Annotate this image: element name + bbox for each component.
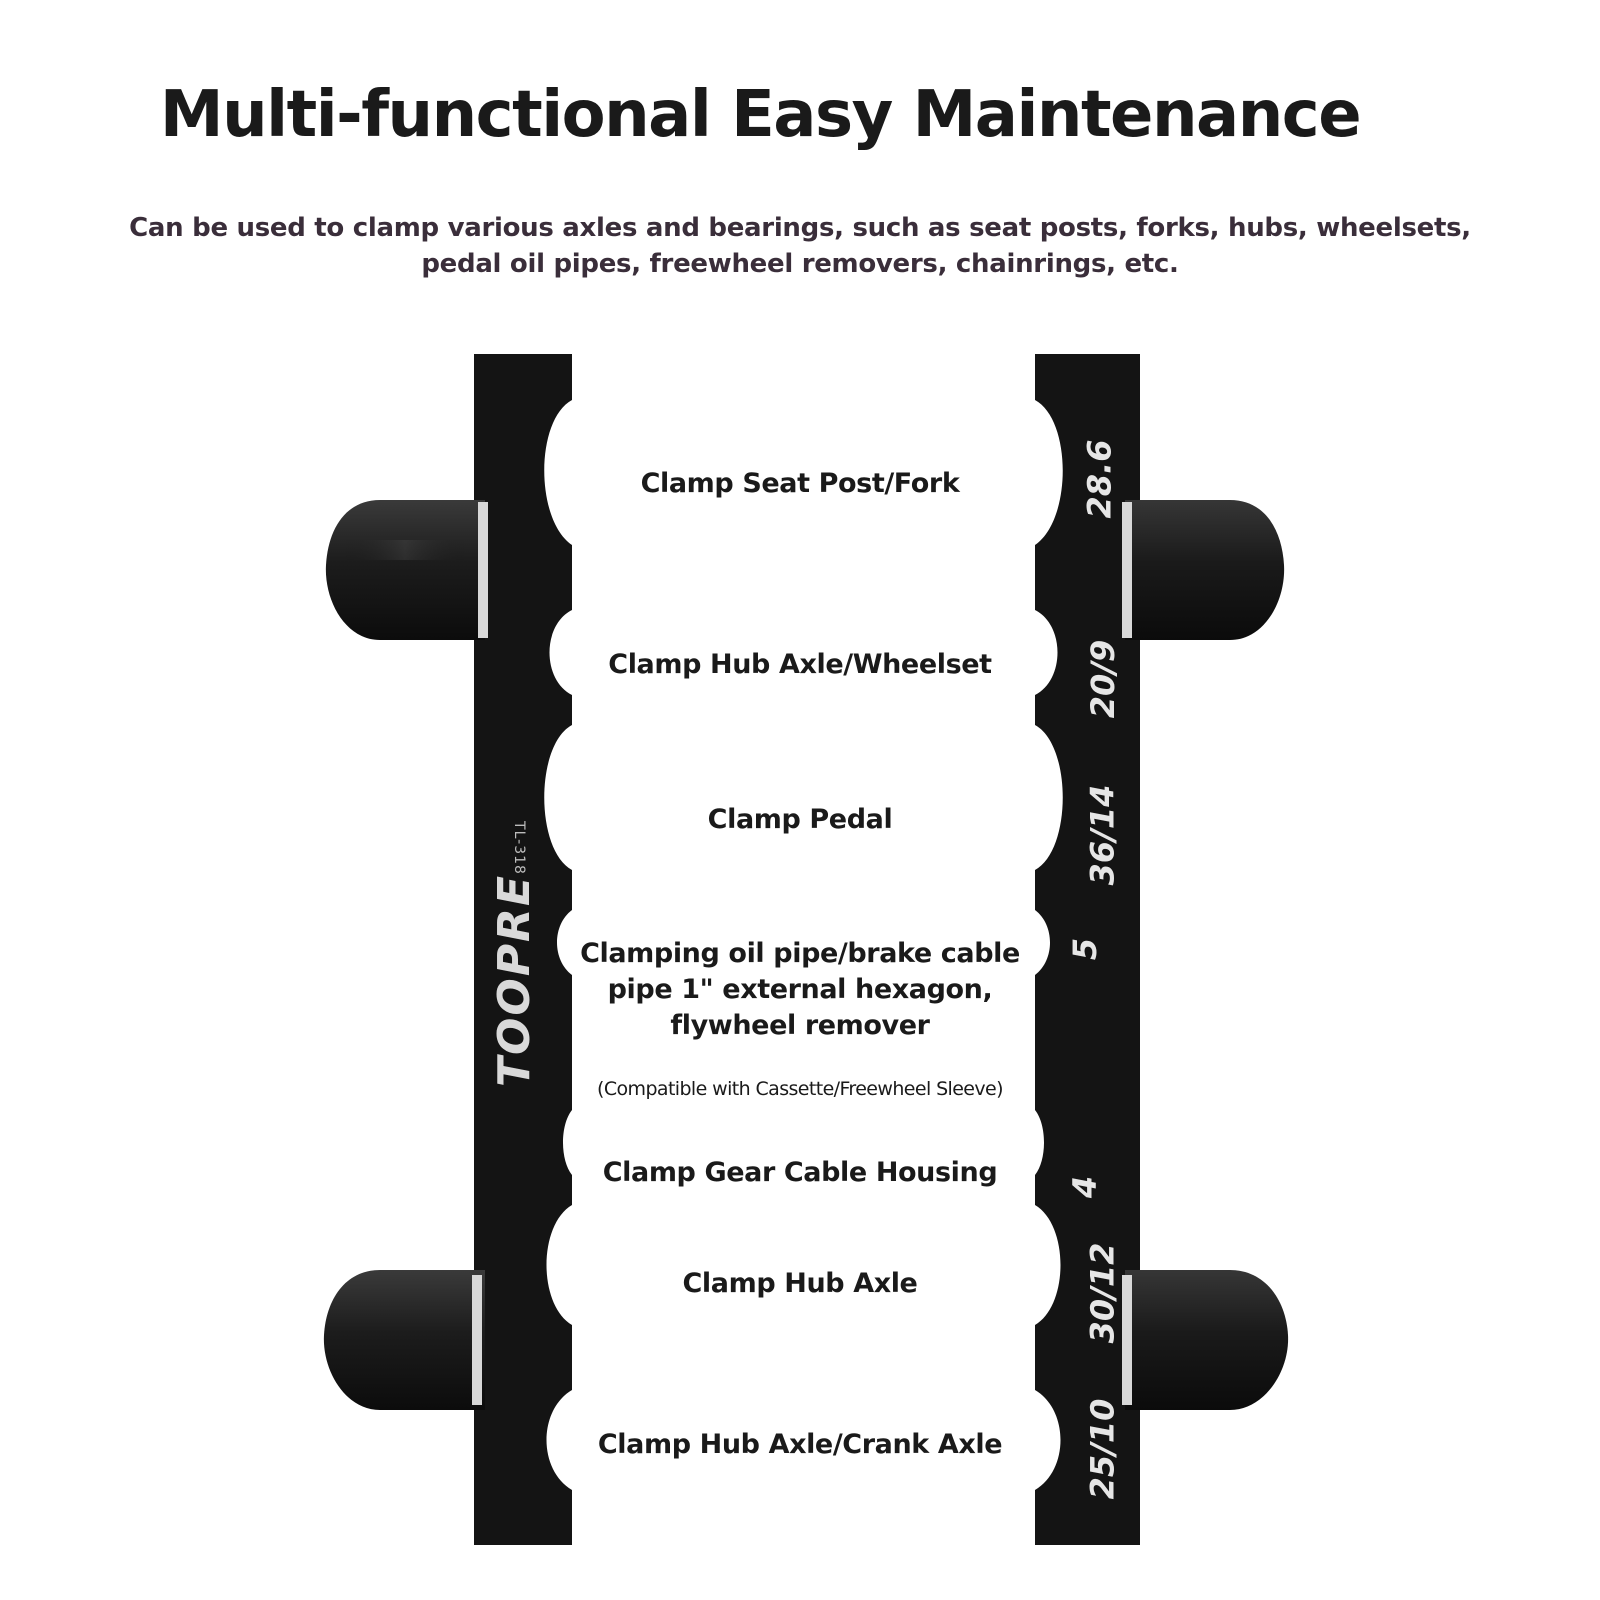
knob-bottom-right xyxy=(1122,1270,1288,1410)
label-pedal: Clamp Pedal xyxy=(707,804,893,835)
label-oil-pipe-note: (Compatible with Cassette/Freewheel Sleeve) xyxy=(597,1078,1003,1100)
label-hub-crank-axle: Clamp Hub Axle/Crank Axle xyxy=(597,1429,1003,1460)
label-oil-pipe xyxy=(520,936,1080,1044)
label-seat-post-fork: Clamp Seat Post/Fork xyxy=(640,468,960,499)
label-hub-axle-wheelset: Clamp Hub Axle/Wheelset xyxy=(608,649,992,680)
label-gear-cable-housing: Clamp Gear Cable Housing xyxy=(602,1157,998,1188)
size-mark-25-10: 25/10 xyxy=(1083,1398,1122,1500)
model-number: TL-318 xyxy=(510,821,527,875)
knob-top-left xyxy=(326,500,488,640)
label-oil-pipe-line-1: Clamping oil pipe/brake cable xyxy=(580,938,1020,969)
size-mark-36-14: 36/14 xyxy=(1083,784,1122,886)
size-mark-28-6: 28.6 xyxy=(1080,439,1119,519)
size-mark-4: 4 xyxy=(1066,1175,1105,1199)
size-mark-5: 5 xyxy=(1066,937,1105,961)
knob-bottom-left xyxy=(324,1270,485,1410)
brand-logo: TOOPRE xyxy=(489,873,541,1088)
label-hub-axle: Clamp Hub Axle xyxy=(682,1268,918,1299)
knob-top-right xyxy=(1122,500,1284,640)
label-oil-pipe-line-3: flywheel remover xyxy=(670,1010,930,1041)
page-title: Multi-functional Easy Maintenance xyxy=(159,78,1361,152)
size-mark-30-12: 30/12 xyxy=(1083,1242,1122,1344)
subtitle-line-1: Can be used to clamp various axles and bearings, such as seat posts, forks, hubs, wheelsets, xyxy=(129,213,1471,243)
subtitle-line-2: pedal oil pipes, freewheel removers, chainrings, etc. xyxy=(421,249,1179,279)
size-mark-20-9: 20/9 xyxy=(1084,639,1123,719)
label-oil-pipe-line-2: pipe 1" external hexagon, xyxy=(607,974,993,1005)
